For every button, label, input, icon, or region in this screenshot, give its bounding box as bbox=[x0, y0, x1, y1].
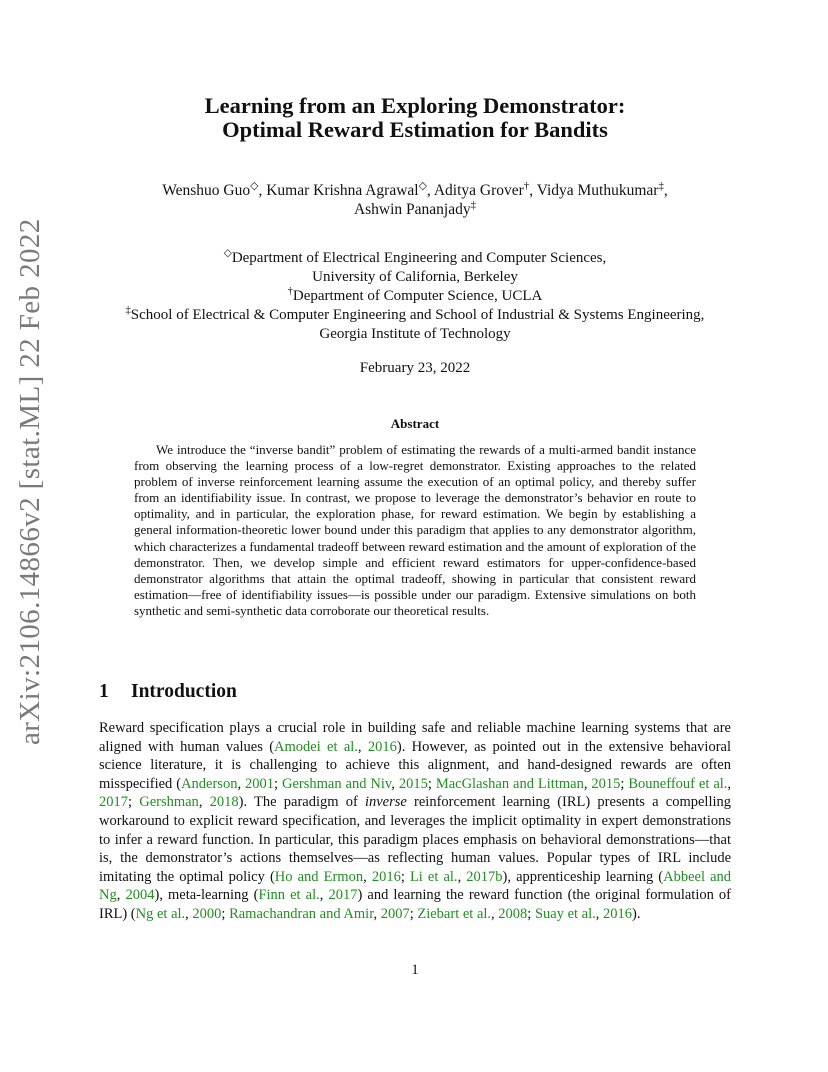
citation-link[interactable]: Li et al. bbox=[409, 868, 458, 885]
citation-year-link[interactable]: 2016 bbox=[367, 738, 397, 755]
body-text: ). bbox=[632, 905, 641, 922]
section-number: 1 bbox=[99, 681, 109, 702]
abstract-text: We introduce the “inverse bandit” problem of estimating the rewards of a multi-armed bandit instance from observing the learning process of a low-regret demonstrator. Existing approaches to the related problem of inverse reinforcement learning assume the execution of an optimal policy, and thereby suffer from an identifiability issue. In contrast, we propose to leverage the demonstrator’s behavior en route to optimality, and in particular, the exploration phase, for reward estimation. We begin by establishing a general information-theoretic lower bound under this paradigm that applies to any demonstrator algorithm, which characterizes a fundamental tradeoff between reward estimation and the amount of exploration of the demonstrator. Then, we develop simple and efficient reward estimators for upper-confidence-based demonstrator algorithms that attain the optimal tradeoff, showing in particular that consistent reward estimation—free of identifiability issues—is possible under our paradigm. Extensive simulations on both synthetic and semi-synthetic data corroborate our theoretical results. bbox=[134, 442, 696, 618]
title-line-2: Optimal Reward Estimation for Bandits bbox=[222, 117, 608, 142]
body-text: ), apprenticeship learning ( bbox=[502, 868, 664, 885]
section-title: Introduction bbox=[131, 681, 237, 702]
author: Wenshuo Guo bbox=[162, 182, 251, 199]
body-text: ; bbox=[128, 794, 140, 811]
author-separator: , bbox=[426, 182, 434, 199]
body-text: , bbox=[583, 775, 592, 792]
author-mark: ◇ bbox=[418, 179, 427, 192]
body-text: ; bbox=[274, 775, 283, 792]
citation-link[interactable]: Gershman bbox=[139, 794, 199, 811]
author: Aditya Grover bbox=[433, 182, 524, 199]
citation-year-link[interactable]: 2017b bbox=[466, 868, 503, 885]
body-text: ; bbox=[427, 775, 436, 792]
body-text: , bbox=[373, 905, 381, 922]
author-mark: † bbox=[523, 179, 530, 192]
citation-link[interactable]: Anderson bbox=[181, 775, 238, 792]
citation-year-link[interactable]: 2001 bbox=[245, 775, 275, 792]
affiliation-mark: ‡ bbox=[125, 305, 131, 316]
body-text: ; bbox=[409, 905, 418, 922]
citation-link[interactable]: Abbeel and Ng bbox=[99, 868, 732, 904]
citation-year-link[interactable]: 2017 bbox=[99, 794, 128, 811]
body-text: , bbox=[363, 868, 372, 885]
citation-year-link[interactable]: 2015 bbox=[591, 775, 621, 792]
body-text: reinforcement learning (IRL) presents a compelling workaround to explicit reward specification, and leverages the implicit optimality in expert demonstrations to infer a reward function. In particular, this paradigm places emphasis on behavioral demonstrations—that is, the demonstrator’s actions themselves—as reflecting human values. Popular types of IRL include imitating the optimal policy ( bbox=[99, 794, 731, 885]
affiliation-text: University of California, Berkeley bbox=[312, 269, 518, 285]
body-text: , bbox=[595, 905, 603, 922]
body-text: , bbox=[457, 868, 467, 885]
citation-year-link[interactable]: 2017 bbox=[328, 887, 358, 904]
body-text: , bbox=[357, 738, 368, 755]
citation-link[interactable]: Finn et al. bbox=[258, 887, 320, 904]
citation-year-link[interactable]: 2018 bbox=[209, 794, 239, 811]
citation-year-link[interactable]: 2000 bbox=[192, 905, 222, 922]
citation-link[interactable]: Ramachandran and Amir bbox=[229, 905, 374, 922]
author-mark: ‡ bbox=[470, 198, 477, 211]
author-list bbox=[100, 181, 730, 219]
body-text: , bbox=[319, 887, 329, 904]
section-heading bbox=[99, 681, 237, 703]
affiliation-list bbox=[100, 249, 730, 344]
introduction-paragraph bbox=[99, 719, 731, 924]
body-text: , bbox=[237, 775, 246, 792]
affiliation-mark: ◇ bbox=[223, 248, 232, 259]
body-text: ). The paradigm of bbox=[238, 794, 365, 811]
affiliation-line bbox=[100, 287, 730, 306]
title-line-1: Learning from an Exploring Demonstrator: bbox=[204, 93, 626, 118]
citation-link[interactable]: Amodei et al. bbox=[274, 738, 358, 755]
affiliation-line bbox=[100, 306, 730, 325]
author-separator: , bbox=[258, 182, 267, 199]
affiliation-text: Department of Electrical Engineering and Computer Sciences, bbox=[231, 250, 607, 266]
affiliation-text: Georgia Institute of Technology bbox=[319, 326, 511, 342]
body-text: ), meta-learning ( bbox=[154, 887, 259, 904]
author: Ashwin Pananjady bbox=[353, 201, 471, 218]
body-text: , bbox=[391, 775, 399, 792]
citation-link[interactable]: Ng et al. bbox=[135, 905, 186, 922]
page-number: 1 bbox=[411, 962, 419, 978]
citation-link[interactable]: Suay et al. bbox=[534, 905, 596, 922]
body-text: ; bbox=[527, 905, 535, 922]
body-text: , bbox=[185, 905, 193, 922]
citation-year-link[interactable]: 2008 bbox=[498, 905, 528, 922]
author-separator: , bbox=[529, 182, 537, 199]
arxiv-identifier: arXiv:2106.14866v2 [stat.ML] 22 Feb 2022 bbox=[14, 218, 46, 745]
body-text: ; bbox=[620, 775, 629, 792]
body-text: , bbox=[491, 905, 499, 922]
citation-link[interactable]: Ziebart et al. bbox=[417, 905, 492, 922]
citation-year-link[interactable]: 2015 bbox=[398, 775, 428, 792]
citation-link[interactable]: Gershman and Niv bbox=[282, 775, 392, 792]
paper-title bbox=[100, 94, 730, 142]
citation-year-link[interactable]: 2007 bbox=[380, 905, 410, 922]
author-mark: ‡ bbox=[658, 179, 664, 192]
citation-year-link[interactable]: 2004 bbox=[125, 887, 155, 904]
citation-link[interactable]: Ho and Ermon bbox=[274, 868, 364, 885]
body-text: ) and learning the reward function (the original formulation of IRL) ( bbox=[99, 887, 732, 922]
publication-date: February 23, 2022 bbox=[359, 360, 471, 376]
author: Kumar Krishna Agrawal bbox=[266, 182, 419, 199]
affiliation-mark: † bbox=[287, 286, 293, 297]
affiliation-line bbox=[100, 249, 730, 268]
citation-year-link[interactable]: 2016 bbox=[371, 868, 401, 885]
body-text: , bbox=[116, 887, 126, 904]
affiliation-text: School of Electrical & Computer Engineering and School of Industrial & Systems Engineering, bbox=[130, 307, 705, 323]
author-mark: ◇ bbox=[250, 179, 259, 192]
author: Vidya Muthukumar bbox=[536, 182, 659, 199]
emphasis-text: inverse bbox=[364, 794, 407, 811]
body-text: ; bbox=[400, 868, 410, 885]
affiliation-line bbox=[100, 268, 730, 287]
affiliation-line bbox=[100, 325, 730, 344]
body-text: , bbox=[198, 794, 210, 811]
body-text: ). However, as pointed out in the extensive behavioral science literature, it is challenging to achieve this alignment, and hand-designed rewards are often misspecified ( bbox=[99, 738, 732, 792]
affiliation-text: Department of Computer Science, UCLA bbox=[292, 288, 543, 304]
abstract-heading: Abstract bbox=[390, 416, 440, 431]
body-text: , bbox=[727, 775, 732, 792]
body-text: Reward specification plays a crucial role in building safe and reliable machine learning systems that are aligned with human values ( bbox=[99, 720, 731, 755]
citation-link[interactable]: MacGlashan and Littman bbox=[435, 775, 584, 792]
citation-link[interactable]: Bouneffouf et al. bbox=[628, 775, 728, 792]
citation-year-link[interactable]: 2016 bbox=[603, 905, 632, 922]
author-separator: , bbox=[663, 182, 668, 199]
body-text: ; bbox=[221, 905, 230, 922]
